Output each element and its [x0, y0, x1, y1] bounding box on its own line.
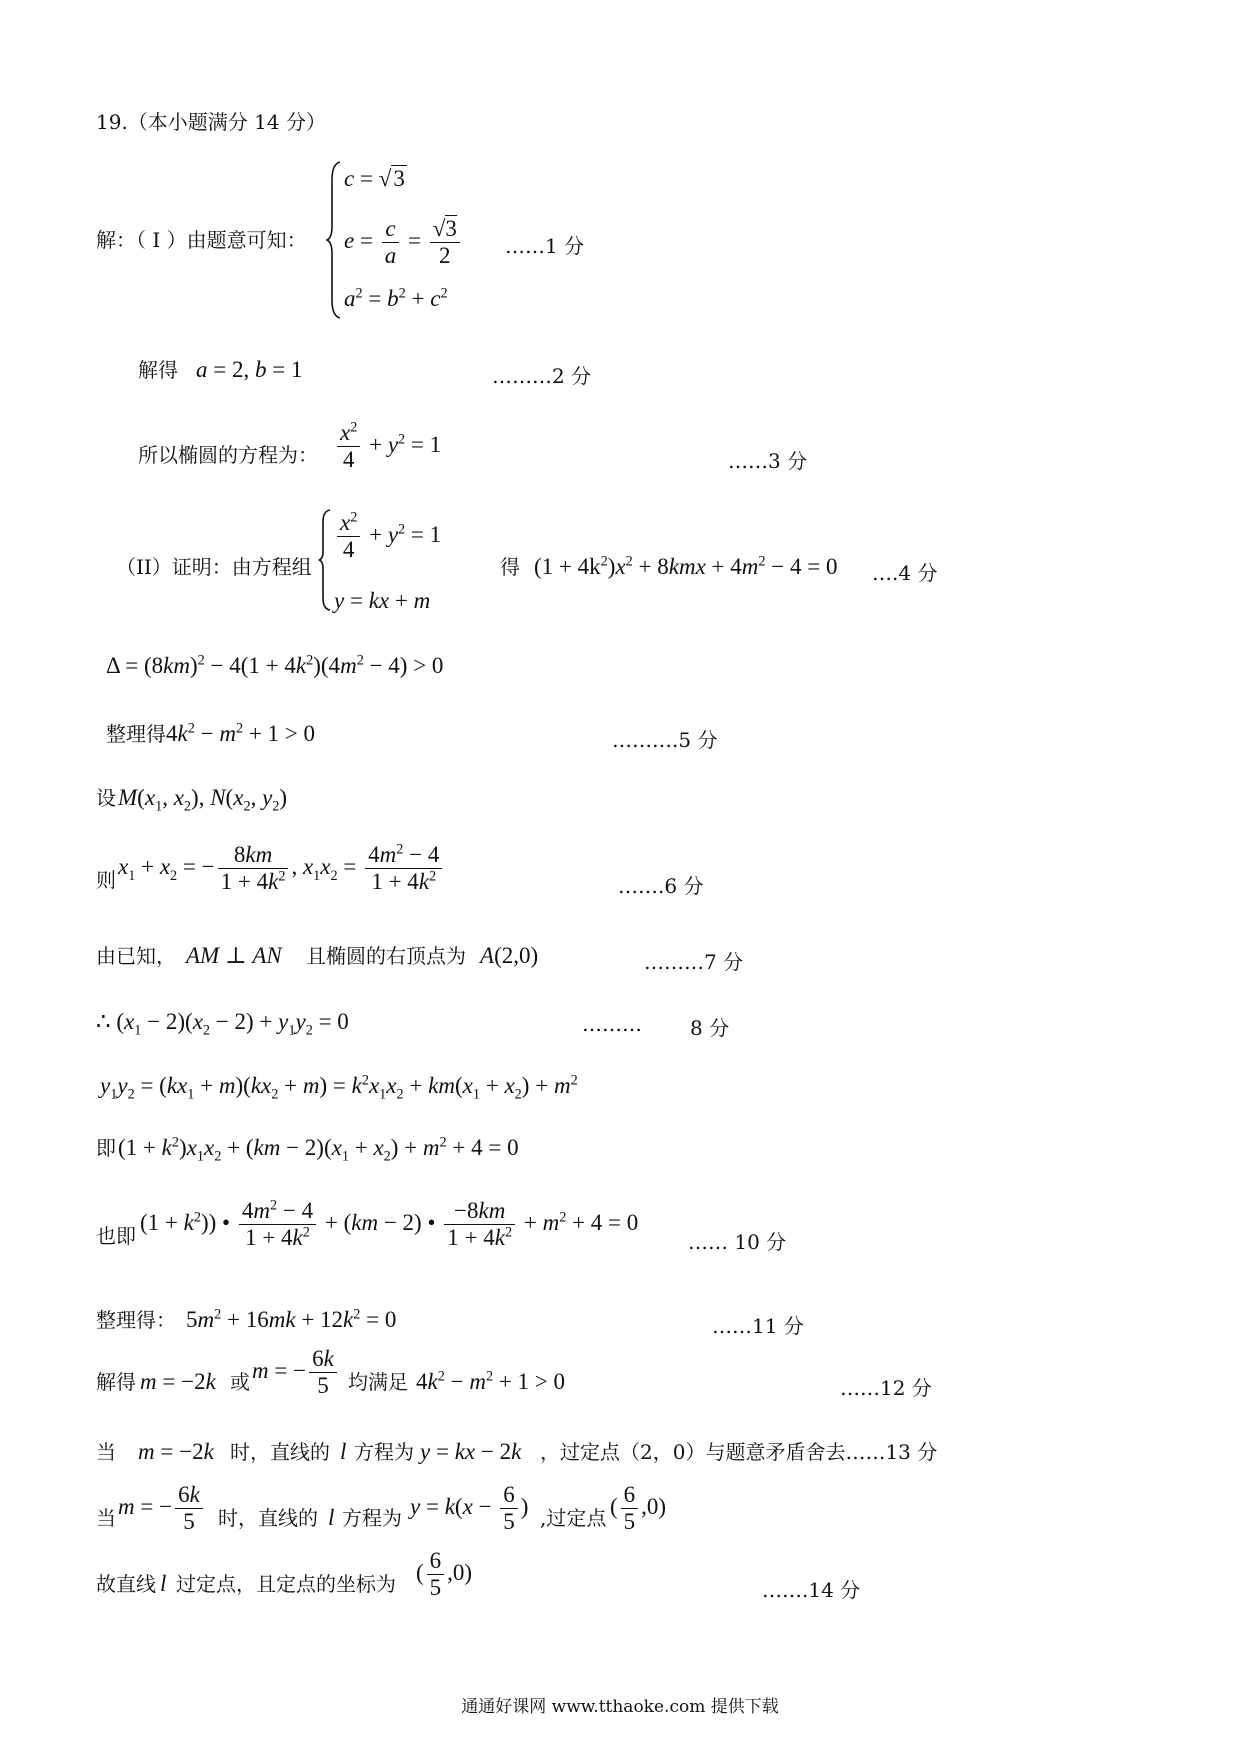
part2-therefore-score: 8 分	[690, 1016, 730, 1040]
part2-simplify-score: ……11 分	[712, 1314, 804, 1338]
part1-system: c = √3 e = $\frac{c}{a}$ = $\frac{√3}{2}$ $a^2 = b^2 + c^2$	[326, 160, 486, 320]
case1-when: 当	[96, 1440, 116, 1464]
part2-simplify-prefix: 整理得：	[96, 1308, 176, 1332]
case2-line-of: 时，直线的	[218, 1506, 318, 1530]
case2-fixed-point-label: ,过定点	[540, 1506, 607, 1530]
part2-lead: （II）证明：由方程组	[116, 555, 312, 579]
problem-header: 19.（本小题满分 14 分）	[96, 110, 326, 134]
therefore-line: ∴ $(x_1 - 2)(x_2 - 2) + y_1y_2 = 0$	[96, 1009, 349, 1039]
part2-known-score: ………7 分	[644, 950, 744, 974]
case2-m: m = − $\frac{6k}{5}$	[118, 1482, 206, 1536]
part2-vieta-prefix: 则	[96, 868, 116, 892]
case1-conclusion: ，过定点（2，0）与题意矛盾舍去……13 分	[540, 1440, 938, 1464]
case2-equation-is: 方程为	[342, 1506, 402, 1530]
part2-set-prefix: 设	[96, 786, 116, 810]
part2-ineq-prefix: 整理得	[106, 722, 166, 746]
part1-ellipse-prefix: 所以椭圆的方程为：	[138, 443, 318, 467]
conclusion-prefix: 故直线	[96, 1572, 156, 1596]
part2-system: $\frac{x^2}{4}$ + $y^2 = 1$ y = kx + m	[318, 508, 468, 618]
case2-when: 当	[96, 1506, 116, 1530]
part2-result-prefix: 得	[500, 555, 520, 579]
ellipse-equation: $\frac{x^2}{4}$ + $y^2 = 1$	[334, 420, 441, 474]
part1-solve-score: ………2 分	[492, 364, 592, 388]
case1-m: m = −2k	[138, 1439, 214, 1464]
conclusion-point: ( $\frac{6}{5}$ ,0)	[416, 1548, 473, 1601]
points-mn: $M(x_1$, $x_2$), $N(x_2$, $y_2$)	[118, 785, 288, 815]
part2-solve-mid: 均满足	[348, 1370, 408, 1394]
case2-line-equation: y = k(x − $\frac{6}{5}$ )	[410, 1482, 529, 1535]
part2-known-mid: 且椭圆的右顶点为	[306, 944, 466, 968]
part2-solve-prefix: 解得	[96, 1370, 136, 1394]
case1-line-of: 时，直线的	[230, 1440, 330, 1464]
y1y2-expansion: $y_1y_2 = (kx_1 + m)(kx_2 + m) = k^2x_1x_2 + km(x_1 + x_2) + m^2$	[100, 1072, 578, 1103]
part2-solve-score: ……12 分	[840, 1376, 932, 1400]
part2-ineq-score: ……….5 分	[612, 728, 718, 752]
page-footer: 通通好课网 www.tthaoke.com 提供下载	[461, 1697, 779, 1717]
vieta-formulas: $x_1 + x_2$ = − $\frac{8km}{1 + 4k^2}$ , $x_1x_2$ = $\frac{4m^2 - 4}{1 + 4k^2}$	[118, 842, 445, 896]
part2-therefore-dots: ………	[582, 1012, 642, 1036]
part2-solve-or: 或	[230, 1370, 250, 1394]
case1-line-equation: y = kx − 2k	[420, 1439, 522, 1464]
case2-l: l	[328, 1505, 335, 1530]
discriminant-line: $\Delta = (8km)^2 - 4(1 + 4k^2)(4m^2 - 4) > 0$	[106, 652, 444, 678]
conclusion-mid: 过定点，且定点的坐标为	[176, 1572, 396, 1596]
conclusion-l: l	[160, 1571, 167, 1596]
part2-also-prefix: 也即	[96, 1224, 136, 1248]
part1-solve-expr: a = 2, b = 1	[196, 357, 303, 382]
solution-m2: m = − $\frac{6k}{5}$	[252, 1346, 340, 1400]
part1-score: ……1 分	[505, 234, 585, 258]
quadratic-equation: $(1 + 4k^2)x^2 + 8kmx + 4m^2 - 4 = 0$	[534, 553, 838, 579]
case1-l: l	[340, 1439, 347, 1464]
part2-ie-prefix: 即	[96, 1136, 116, 1160]
ie-expression: $(1 + k^2)x_1x_2 + (km - 2)(x_1 + x_2) + m^2 + 4 = 0$	[118, 1134, 519, 1165]
part2-result-score: ….4 分	[872, 561, 938, 585]
simplified-equation: $5m^2 + 16mk + 12k^2 = 0$	[186, 1306, 397, 1332]
perpendicular-expr: AM ⊥ AN	[186, 943, 282, 968]
part1-solve-prefix: 解得	[138, 358, 178, 382]
part2-also-score: …… 10 分	[688, 1230, 787, 1254]
case2-fixed-point: ( $\frac{6}{5}$ ,0)	[610, 1482, 667, 1535]
solution-m1: m = −2k	[140, 1369, 216, 1394]
case1-equation-is: 方程为	[354, 1440, 414, 1464]
left-brace-icon	[326, 160, 342, 320]
also-expression: $(1 + k^2)$) • $\frac{4m^2 - 4}{1 + 4k^2}$ + (km − 2) • $\frac{-8km}{1 + 4k^2}$ + $m^2 + 4 = 0$	[140, 1197, 639, 1251]
inequality-expr: $4k^2 - m^2 + 1 > 0$	[166, 720, 316, 746]
left-brace-icon	[318, 508, 332, 612]
vertex-a: A(2,0)	[480, 943, 539, 968]
part1-ellipse-score: ……3 分	[728, 449, 808, 473]
part1-lead: 解：（ I ）由题意可知：	[96, 228, 307, 252]
conclusion-score: …….14 分	[762, 1578, 861, 1602]
part2-known-prefix: 由已知，	[96, 944, 176, 968]
solve-condition: $4k^2 - m^2 + 1 > 0$	[416, 1368, 566, 1394]
part2-vieta-score: …….6 分	[618, 874, 704, 898]
